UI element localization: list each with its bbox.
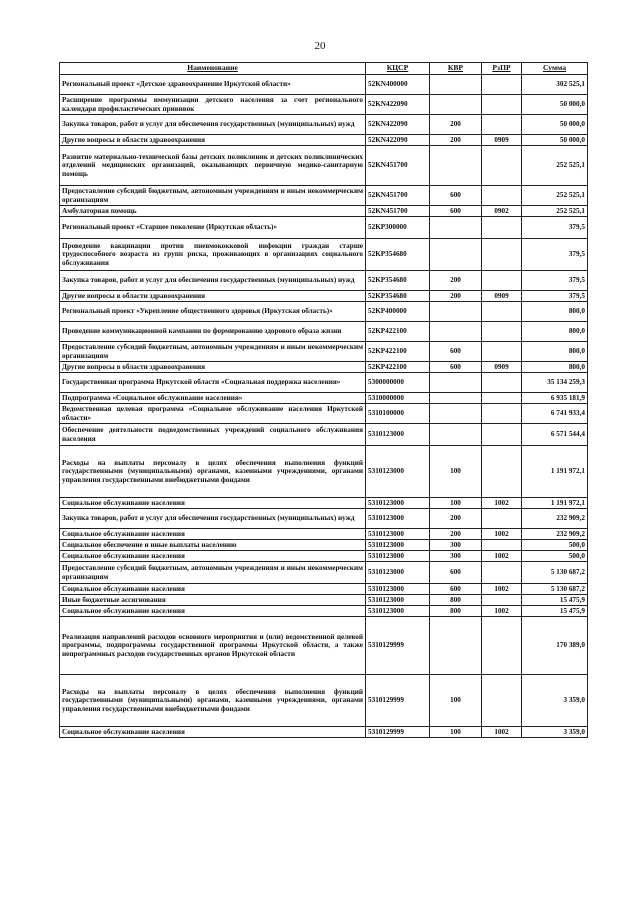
cell-name: Другие вопросы в области здравоохранения xyxy=(60,291,366,302)
table-row xyxy=(60,206,588,217)
cell-kvr: 800 xyxy=(430,595,482,606)
cell-kcsr: 5300000000 xyxy=(366,373,430,393)
table-row xyxy=(60,342,588,362)
table-row xyxy=(60,302,588,322)
cell-sum: 15 475,9 xyxy=(522,606,588,617)
cell-kvr: 100 xyxy=(430,446,482,498)
cell-name: Социальное обслуживание населения xyxy=(60,727,366,738)
cell-name: Проведение коммуникационной кампании по формированию здорового образа жизни xyxy=(60,322,366,342)
cell-sum: 252 525,1 xyxy=(522,146,588,186)
cell-rzpr xyxy=(482,373,522,393)
cell-kcsr: 5310123000 xyxy=(366,584,430,595)
cell-kcsr: 52KN400000 xyxy=(366,75,430,95)
cell-sum: 6 741 933,4 xyxy=(522,404,588,424)
cell-sum: 800,0 xyxy=(522,362,588,373)
cell-rzpr: 1002 xyxy=(482,529,522,540)
cell-kcsr: 52KP422100 xyxy=(366,362,430,373)
cell-sum: 500,0 xyxy=(522,551,588,562)
cell-name: Реализация направлений расходов основного мероприятия и (или) ведомственной целевой программы, подпрограммы государственной программы Иркутской области, а также непрограммных расходов государственных органов Иркутской области xyxy=(60,617,366,675)
cell-kvr: 200 xyxy=(430,291,482,302)
cell-rzpr xyxy=(482,95,522,115)
cell-kvr xyxy=(430,617,482,675)
cell-kcsr: 52KN422090 xyxy=(366,135,430,146)
cell-rzpr xyxy=(482,217,522,239)
cell-rzpr: 1002 xyxy=(482,584,522,595)
table-row xyxy=(60,509,588,529)
cell-kvr: 300 xyxy=(430,551,482,562)
table-row xyxy=(60,498,588,509)
table-row xyxy=(60,404,588,424)
cell-sum: 252 525,1 xyxy=(522,206,588,217)
cell-name: Социальное обслуживание населения xyxy=(60,584,366,595)
cell-rzpr xyxy=(482,271,522,291)
table-row xyxy=(60,617,588,675)
cell-kvr xyxy=(430,404,482,424)
cell-rzpr xyxy=(482,393,522,404)
cell-sum: 15 475,9 xyxy=(522,595,588,606)
cell-kvr xyxy=(430,302,482,322)
cell-kcsr: 5310123000 xyxy=(366,498,430,509)
cell-kvr: 300 xyxy=(430,540,482,551)
table-row xyxy=(60,115,588,135)
cell-name: Ведомственная целевая программа «Социальное обслуживание населения Иркутской области» xyxy=(60,404,366,424)
budget-table xyxy=(59,62,588,738)
cell-rzpr xyxy=(482,509,522,529)
cell-rzpr: 1002 xyxy=(482,551,522,562)
cell-name: Предоставление субсидий бюджетным, автономным учреждениям и иным некоммерческим организациям xyxy=(60,186,366,206)
cell-rzpr xyxy=(482,322,522,342)
table-row xyxy=(60,595,588,606)
table-row xyxy=(60,606,588,617)
cell-rzpr: 0909 xyxy=(482,135,522,146)
cell-kcsr: 5310123000 xyxy=(366,595,430,606)
cell-sum: 50 000,0 xyxy=(522,95,588,115)
cell-rzpr xyxy=(482,239,522,271)
cell-kcsr: 5310129999 xyxy=(366,727,430,738)
cell-sum: 5 130 687,2 xyxy=(522,584,588,595)
cell-rzpr: 0909 xyxy=(482,362,522,373)
table-row xyxy=(60,95,588,115)
table-row xyxy=(60,135,588,146)
cell-kcsr: 52KN451700 xyxy=(366,186,430,206)
cell-rzpr xyxy=(482,446,522,498)
cell-name: Социальное обслуживание населения xyxy=(60,498,366,509)
cell-sum: 800,0 xyxy=(522,302,588,322)
cell-kvr: 200 xyxy=(430,115,482,135)
cell-kvr xyxy=(430,95,482,115)
cell-rzpr xyxy=(482,146,522,186)
cell-rzpr xyxy=(482,540,522,551)
table-row xyxy=(60,562,588,584)
cell-rzpr xyxy=(482,115,522,135)
cell-kcsr: 52KP354680 xyxy=(366,291,430,302)
header-rzpr: РзПР xyxy=(482,63,522,75)
cell-sum: 50 000,0 xyxy=(522,115,588,135)
cell-kcsr: 52KP300000 xyxy=(366,217,430,239)
table-row xyxy=(60,529,588,540)
cell-rzpr xyxy=(482,302,522,322)
cell-sum: 232 909,2 xyxy=(522,529,588,540)
cell-rzpr: 1002 xyxy=(482,727,522,738)
cell-kvr: 100 xyxy=(430,727,482,738)
table-header-row xyxy=(60,63,588,75)
table-row xyxy=(60,551,588,562)
cell-name: Амбулаторная помощь xyxy=(60,206,366,217)
header-kcsr: КЦСР xyxy=(366,63,430,75)
cell-name: Подпрограмма «Социальное обслуживание населения» xyxy=(60,393,366,404)
cell-kvr: 100 xyxy=(430,675,482,727)
cell-sum: 170 389,0 xyxy=(522,617,588,675)
cell-kcsr: 52KP354680 xyxy=(366,239,430,271)
table-row xyxy=(60,322,588,342)
cell-rzpr: 0902 xyxy=(482,206,522,217)
cell-sum: 379,5 xyxy=(522,291,588,302)
cell-rzpr: 1002 xyxy=(482,606,522,617)
cell-sum: 800,0 xyxy=(522,342,588,362)
cell-kvr: 600 xyxy=(430,562,482,584)
cell-kcsr: 52KN451700 xyxy=(366,206,430,217)
cell-name: Социальное обслуживание населения xyxy=(60,606,366,617)
table-row xyxy=(60,217,588,239)
cell-sum: 379,5 xyxy=(522,271,588,291)
cell-name: Закупка товаров, работ и услуг для обеспечения государственных (муниципальных) нужд xyxy=(60,271,366,291)
table-row xyxy=(60,291,588,302)
cell-name: Расходы на выплаты персоналу в целях обеспечения выполнения функций государственными (муниципальными) органами, казенными учреждениями, органами управления государственными внебюджетными фондами xyxy=(60,675,366,727)
cell-sum: 379,5 xyxy=(522,239,588,271)
cell-kvr: 200 xyxy=(430,509,482,529)
cell-sum: 6 935 181,9 xyxy=(522,393,588,404)
cell-name: Социальное обслуживание населения xyxy=(60,529,366,540)
cell-sum: 252 525,1 xyxy=(522,186,588,206)
table-row xyxy=(60,239,588,271)
cell-kvr: 600 xyxy=(430,186,482,206)
cell-kvr: 600 xyxy=(430,342,482,362)
cell-name: Закупка товаров, работ и услуг для обеспечения государственных (муниципальных) нужд xyxy=(60,115,366,135)
cell-rzpr xyxy=(482,562,522,584)
cell-rzpr: 0909 xyxy=(482,291,522,302)
cell-kcsr: 5310129999 xyxy=(366,675,430,727)
cell-rzpr xyxy=(482,342,522,362)
cell-sum: 3 359,0 xyxy=(522,675,588,727)
cell-sum: 5 130 687,2 xyxy=(522,562,588,584)
cell-rzpr xyxy=(482,675,522,727)
cell-kvr xyxy=(430,146,482,186)
cell-kcsr: 5310123000 xyxy=(366,562,430,584)
cell-sum: 3 359,0 xyxy=(522,727,588,738)
cell-name: Расширение программы иммунизации детского населения за счет регионального календаря профилактических прививок xyxy=(60,95,366,115)
cell-kvr: 600 xyxy=(430,206,482,217)
table-row xyxy=(60,373,588,393)
cell-rzpr xyxy=(482,424,522,446)
cell-kcsr: 52KN422090 xyxy=(366,115,430,135)
cell-kvr: 100 xyxy=(430,498,482,509)
table-row xyxy=(60,271,588,291)
cell-name: Проведение вакцинации против пневмококковой инфекции граждан старше трудоспособного возраста из групп риска, проживающих в организациях социального обслуживания xyxy=(60,239,366,271)
cell-kvr xyxy=(430,424,482,446)
cell-sum: 232 909,2 xyxy=(522,509,588,529)
cell-rzpr xyxy=(482,404,522,424)
cell-kcsr: 52KP422100 xyxy=(366,342,430,362)
cell-kvr xyxy=(430,322,482,342)
header-sum: Сумма xyxy=(522,63,588,75)
cell-name: Социальное обслуживание населения xyxy=(60,551,366,562)
cell-name: Государственная программа Иркутской области «Социальная поддержка населения» xyxy=(60,373,366,393)
table-row xyxy=(60,446,588,498)
cell-sum: 50 000,0 xyxy=(522,135,588,146)
cell-sum: 302 525,1 xyxy=(522,75,588,95)
table-row xyxy=(60,186,588,206)
cell-name: Социальное обеспечение и иные выплаты населению xyxy=(60,540,366,551)
cell-rzpr: 1002 xyxy=(482,498,522,509)
cell-name: Иные бюджетные ассигнования xyxy=(60,595,366,606)
cell-kcsr: 52KP422100 xyxy=(366,322,430,342)
header-kvr: КВР xyxy=(430,63,482,75)
cell-kcsr: 5310123000 xyxy=(366,446,430,498)
table-row xyxy=(60,393,588,404)
cell-name: Региональный проект «Детское здравоохранение Иркутской области» xyxy=(60,75,366,95)
cell-sum: 500,0 xyxy=(522,540,588,551)
cell-rzpr xyxy=(482,617,522,675)
cell-kcsr: 5310000000 xyxy=(366,393,430,404)
table-row xyxy=(60,424,588,446)
cell-sum: 6 571 544,4 xyxy=(522,424,588,446)
cell-kcsr: 52KP354680 xyxy=(366,271,430,291)
cell-kvr xyxy=(430,239,482,271)
table-row xyxy=(60,540,588,551)
cell-kvr xyxy=(430,75,482,95)
table-row xyxy=(60,362,588,373)
cell-kvr: 200 xyxy=(430,135,482,146)
cell-kcsr: 5310100000 xyxy=(366,404,430,424)
cell-sum: 1 191 972,1 xyxy=(522,498,588,509)
cell-kvr xyxy=(430,393,482,404)
table-row xyxy=(60,727,588,738)
cell-kvr: 800 xyxy=(430,606,482,617)
cell-kcsr: 5310123000 xyxy=(366,529,430,540)
cell-kvr: 600 xyxy=(430,362,482,373)
cell-kcsr: 52KP400000 xyxy=(366,302,430,322)
cell-kcsr: 5310129999 xyxy=(366,617,430,675)
cell-name: Региональный проект «Укрепление общественного здоровья (Иркутская область)» xyxy=(60,302,366,322)
cell-sum: 800,0 xyxy=(522,322,588,342)
cell-name: Развитие материально-технической базы детских поликлиник и детских поликлинических отделений медицинских организаций, оказывающих первичную медико-санитарную помощь xyxy=(60,146,366,186)
cell-name: Предоставление субсидий бюджетным, автономным учреждениям и иным некоммерческим организациям xyxy=(60,342,366,362)
cell-name: Предоставление субсидий бюджетным, автономным учреждениям и иным некоммерческим организациям xyxy=(60,562,366,584)
cell-name: Обеспечение деятельности подведомственных учреждений социального обслуживания населения xyxy=(60,424,366,446)
page-number: 20 xyxy=(314,40,326,52)
cell-sum: 35 134 259,3 xyxy=(522,373,588,393)
header-name: Наименование xyxy=(60,63,366,75)
cell-rzpr xyxy=(482,75,522,95)
cell-kcsr: 5310123000 xyxy=(366,509,430,529)
table-row xyxy=(60,146,588,186)
cell-kcsr: 5310123000 xyxy=(366,551,430,562)
table-body xyxy=(60,75,588,738)
cell-kvr xyxy=(430,373,482,393)
table-row xyxy=(60,75,588,95)
cell-sum: 1 191 972,1 xyxy=(522,446,588,498)
table-row xyxy=(60,675,588,727)
cell-name: Региональный проект «Старшее поколение (Иркутская область)» xyxy=(60,217,366,239)
cell-kcsr: 52KN422090 xyxy=(366,95,430,115)
cell-name: Другие вопросы в области здравоохранения xyxy=(60,362,366,373)
cell-kcsr: 52KN451700 xyxy=(366,146,430,186)
cell-name: Другие вопросы в области здравоохранения xyxy=(60,135,366,146)
cell-kvr: 600 xyxy=(430,584,482,595)
table-row xyxy=(60,584,588,595)
cell-kvr: 200 xyxy=(430,529,482,540)
cell-kcsr: 5310123000 xyxy=(366,424,430,446)
cell-kcsr: 5310123000 xyxy=(366,606,430,617)
cell-kvr: 200 xyxy=(430,271,482,291)
cell-name: Расходы на выплаты персоналу в целях обеспечения выполнения функций государственными (муниципальными) органами, казенными учреждениями, органами управления государственными внебюджетными фондами xyxy=(60,446,366,498)
cell-sum: 379,5 xyxy=(522,217,588,239)
cell-rzpr xyxy=(482,186,522,206)
cell-rzpr xyxy=(482,595,522,606)
cell-kvr xyxy=(430,217,482,239)
cell-name: Закупка товаров, работ и услуг для обеспечения государственных (муниципальных) нужд xyxy=(60,509,366,529)
cell-kcsr: 5310123000 xyxy=(366,540,430,551)
